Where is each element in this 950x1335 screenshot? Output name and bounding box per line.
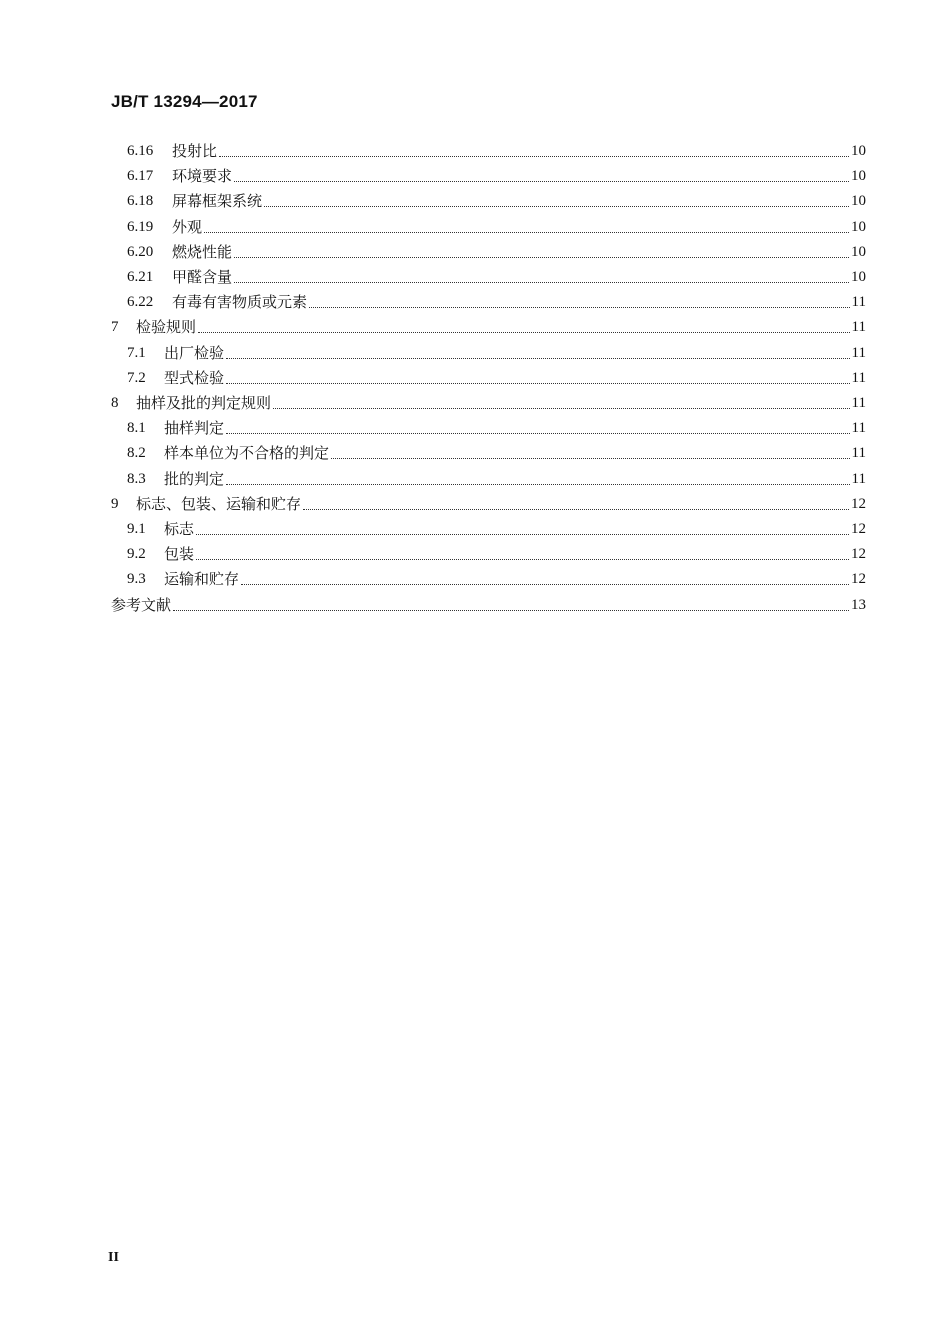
toc-entry[interactable] xyxy=(127,367,866,389)
toc-entry-title: 型式检验 xyxy=(164,368,225,387)
toc-entry-title: 包装 xyxy=(164,545,195,564)
toc-entry-title: 批的判定 xyxy=(164,469,225,488)
toc-entry-page: 11 xyxy=(851,369,866,386)
toc-entry-title: 燃烧性能 xyxy=(172,242,233,261)
toc-entry-page: 11 xyxy=(851,470,866,487)
toc-entry-page: 11 xyxy=(851,344,866,361)
toc-dot-leader xyxy=(241,583,849,585)
toc-entry-number: 6.20 xyxy=(127,243,154,260)
toc-entry-page: 10 xyxy=(851,193,866,210)
toc-entry-title: 投射比 xyxy=(172,142,218,160)
toc-entry[interactable] xyxy=(127,241,866,263)
toc-entry-page: 12 xyxy=(851,546,866,563)
toc-entry[interactable] xyxy=(127,216,866,238)
toc-entry-title: 标志、包装、运输和贮存 xyxy=(136,494,302,513)
toc-dot-leader xyxy=(219,155,849,157)
toc-entry-number: 8.3 xyxy=(127,470,146,487)
toc-dot-leader xyxy=(198,331,850,333)
toc-entry-number: 8 xyxy=(111,395,119,411)
toc-entry-page: 10 xyxy=(851,218,866,235)
toc-entry[interactable] xyxy=(111,316,866,338)
toc-entry-page: 10 xyxy=(851,168,866,185)
toc-entry-title: 环境要求 xyxy=(172,167,233,186)
toc-entry-page: 10 xyxy=(851,243,866,260)
toc-entry-title: 甲醛含量 xyxy=(172,268,233,286)
toc-entry[interactable] xyxy=(111,594,866,616)
toc-entry[interactable] xyxy=(127,568,866,590)
toc-entry-number: 7.2 xyxy=(127,369,146,386)
toc-entry-title: 样本单位为不合格的判定 xyxy=(164,444,330,463)
toc-entry-title: 抽样及批的判定规则 xyxy=(136,394,272,412)
toc-entry-title: 运输和贮存 xyxy=(164,570,240,589)
toc-entry-number: 6.18 xyxy=(127,193,154,210)
toc-entry-number: 6.19 xyxy=(127,218,154,235)
toc-entry[interactable] xyxy=(127,417,866,439)
toc-entry-number: 9 xyxy=(111,495,119,512)
toc-entry-title: 出厂检验 xyxy=(164,343,225,362)
toc-entry-title: 有毒有害物质或元素 xyxy=(172,293,308,312)
toc-entry-page: 11 xyxy=(851,294,866,311)
toc-dot-leader xyxy=(303,508,849,510)
toc-entry-title: 标志 xyxy=(164,520,195,538)
toc-entry-number: 7.1 xyxy=(127,344,146,361)
toc-dot-leader xyxy=(204,231,849,233)
toc-entry[interactable] xyxy=(127,468,866,490)
toc-entry[interactable] xyxy=(127,291,866,313)
toc-entry[interactable] xyxy=(111,392,866,414)
toc-entry[interactable] xyxy=(127,543,866,565)
toc-entry[interactable] xyxy=(127,518,866,540)
toc-entry-page: 12 xyxy=(851,521,866,537)
toc-entry-title: 外观 xyxy=(172,217,203,236)
toc-dot-leader xyxy=(331,457,850,459)
toc-entry-page: 11 xyxy=(851,420,866,437)
toc-entry-title: 参考文献 xyxy=(111,595,172,614)
toc-entry-title: 检验规则 xyxy=(136,318,197,337)
toc-dot-leader xyxy=(309,306,850,308)
page-number: II xyxy=(108,1250,119,1265)
toc-entry-page: 10 xyxy=(851,269,866,285)
toc-dot-leader xyxy=(226,382,850,384)
toc-entry-page: 11 xyxy=(851,445,866,462)
toc-entry[interactable] xyxy=(111,493,866,515)
toc-dot-leader xyxy=(273,407,850,409)
toc-entry-title: 抽样判定 xyxy=(164,419,225,438)
toc-entry-number: 8.2 xyxy=(127,445,146,462)
toc-entry[interactable] xyxy=(127,342,866,364)
toc-entry[interactable] xyxy=(127,190,866,212)
toc-entry-page: 11 xyxy=(851,395,866,411)
toc-entry-page: 13 xyxy=(851,596,866,613)
toc-entry-page: 11 xyxy=(851,319,866,336)
toc-entry[interactable] xyxy=(127,266,866,288)
toc-dot-leader xyxy=(234,281,849,283)
toc-entry-number: 7 xyxy=(111,319,119,336)
toc-entry-title: 屏幕框架系统 xyxy=(172,192,263,211)
toc-entry-number: 6.17 xyxy=(127,168,154,185)
toc-dot-leader xyxy=(196,533,849,535)
toc-entry[interactable] xyxy=(127,165,866,187)
toc-entry-page: 12 xyxy=(851,495,866,512)
standard-code-header: JB/T 13294—2017 xyxy=(111,92,258,111)
toc-dot-leader xyxy=(226,483,850,485)
toc-dot-leader xyxy=(234,256,849,258)
toc-dot-leader xyxy=(234,180,849,182)
toc-entry-page: 12 xyxy=(851,571,866,588)
toc-entry-number: 8.1 xyxy=(127,420,146,437)
toc-dot-leader xyxy=(196,558,849,560)
toc-entry-number: 9.2 xyxy=(127,546,146,563)
toc-dot-leader xyxy=(173,609,849,611)
toc-entry[interactable] xyxy=(127,140,866,162)
toc-entry-page: 10 xyxy=(851,143,866,159)
toc-dot-leader xyxy=(226,357,850,359)
toc-dot-leader xyxy=(226,432,850,434)
toc-entry[interactable] xyxy=(127,442,866,464)
toc-dot-leader xyxy=(264,205,849,207)
toc-entry-number: 6.21 xyxy=(127,269,154,285)
toc-entry-number: 6.16 xyxy=(127,143,154,159)
toc-entry-number: 9.3 xyxy=(127,571,146,588)
toc-entry-number: 9.1 xyxy=(127,521,146,537)
toc-entry-number: 6.22 xyxy=(127,294,154,311)
